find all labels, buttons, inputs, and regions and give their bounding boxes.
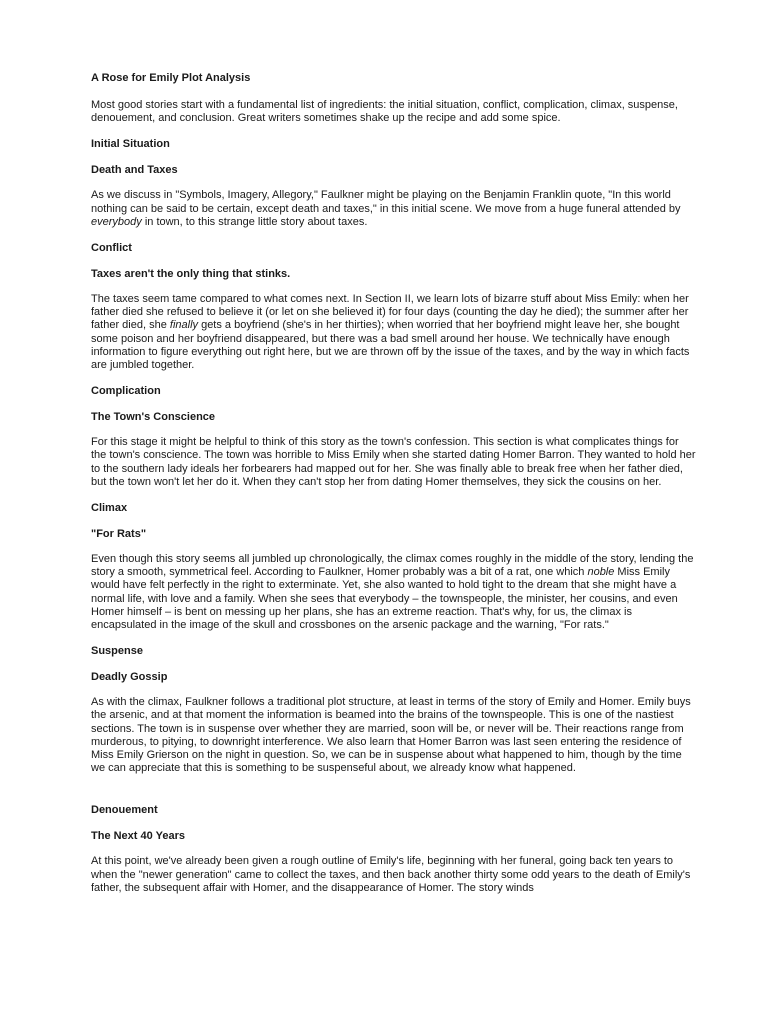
- climax-paragraph: Even though this story seems all jumbled up chronologically, the climax comes roughly in the middle of the story, lending the story a smooth, symmetrical feel. According to Faulkner, Homer probably was a bit of a rat, one which noble Miss Emily would have felt perfectly in the right to exterminate. Yet, she also wanted to hold tight to the dream that she might have a normal life, with love and a family. When she sees that everybody – the townspeople, the minister, her cousins, and even Homer himself – is bent on messing up her plans, she has an extreme reaction. That's why, for us, the climax is encapsulated in the image of the skull and crossbones on the arsenic package and the warning, "For rats.": [91, 553, 694, 632]
- document-title: A Rose for Emily Plot Analysis: [91, 72, 251, 84]
- emphasis-everybody: everybody: [91, 215, 142, 228]
- subheading-deadly-gossip: Deadly Gossip: [91, 671, 168, 684]
- heading-climax: Climax: [91, 502, 128, 515]
- subheading-taxes-stink: Taxes aren't the only thing that stinks.: [91, 268, 291, 281]
- heading-suspense: Suspense: [91, 645, 143, 658]
- subheading-death-and-taxes: Death and Taxes: [91, 164, 178, 177]
- conflict-paragraph: The taxes seem tame compared to what comes next. In Section II, we learn lots of bizarre stuff about Miss Emily: when her father died she refused to believe it (or let on she believed it) for four days (counting the day he died); the summer after her father died, she finally gets a boyfriend (she's in her thirties); when worried that her boyfriend might leave her, she bought some poison and her boyfriend disappeared, but there was a bad smell around her house. We technically have enough information to figure everything out right here, but we are thrown off by the issue of the taxes, and by the way in which facts are jumbled together.: [91, 293, 690, 372]
- subheading-next-40-years: The Next 40 Years: [91, 830, 185, 843]
- subheading-towns-conscience: The Town's Conscience: [91, 411, 216, 424]
- suspense-paragraph: As with the climax, Faulkner follows a traditional plot structure, at least in terms of the story of Emily and Homer. Emily buys the arsenic, and at that moment the information is beamed into the brains of the townspeople. This is one of the nastiest sections. The town is in suspense over whether they are married, soon will be, or never will be. Their reactions range from murderous, to pitying, to downright interference. We also learn that Homer Barron was last seen entering the residence of Miss Emily Grierson on the night in question. So, we can be in suspense about what happened to him, though by the time we can appreciate that this is something to be suspenseful about, we already know what happened.: [91, 696, 691, 775]
- heading-initial-situation: Initial Situation: [91, 138, 170, 151]
- complication-paragraph: For this stage it might be helpful to think of this story as the town's confession. This section is what complicates things for the town's conscience. The town was horrible to Miss Emily when she started dating Homer Barron. They wanted to hold her to the southern lady ideals her forbearers had mapped out for her. She was finally able to break free when her father died, but the town won't let her do it. When they can't stop her from dating Homer themselves, they sick the cousins on her.: [91, 436, 696, 488]
- emphasis-finally: finally: [169, 319, 199, 332]
- initial-situation-paragraph: As we discuss in "Symbols, Imagery, Allegory," Faulkner might be playing on the Benjamin Franklin quote, "In this world nothing can be said to be certain, except death and taxes," in this initial scene. We move from a huge funeral attended by everybody in town, to this strange little story about taxes.: [91, 189, 681, 228]
- blank-line: [91, 787, 696, 803]
- intro-paragraph: Most good stories start with a fundamental list of ingredients: the initial situation, conflict, complication, climax, suspense, denouement, and conclusion. Great writers sometimes shake up the recipe and add some spice.: [91, 99, 678, 125]
- subheading-for-rats: "For Rats": [91, 528, 147, 541]
- heading-denouement: Denouement: [91, 804, 158, 817]
- heading-complication: Complication: [91, 385, 161, 398]
- heading-conflict: Conflict: [91, 242, 132, 255]
- emphasis-noble: noble: [587, 566, 615, 579]
- denouement-paragraph: At this point, we've already been given a rough outline of Emily's life, beginning with her funeral, going back ten years to when the "newer generation" came to collect the taxes, and then back another thirty some odd years to the death of Emily's father, the subsequent affair with Homer, and the disappearance of Homer. The story winds: [91, 855, 691, 894]
